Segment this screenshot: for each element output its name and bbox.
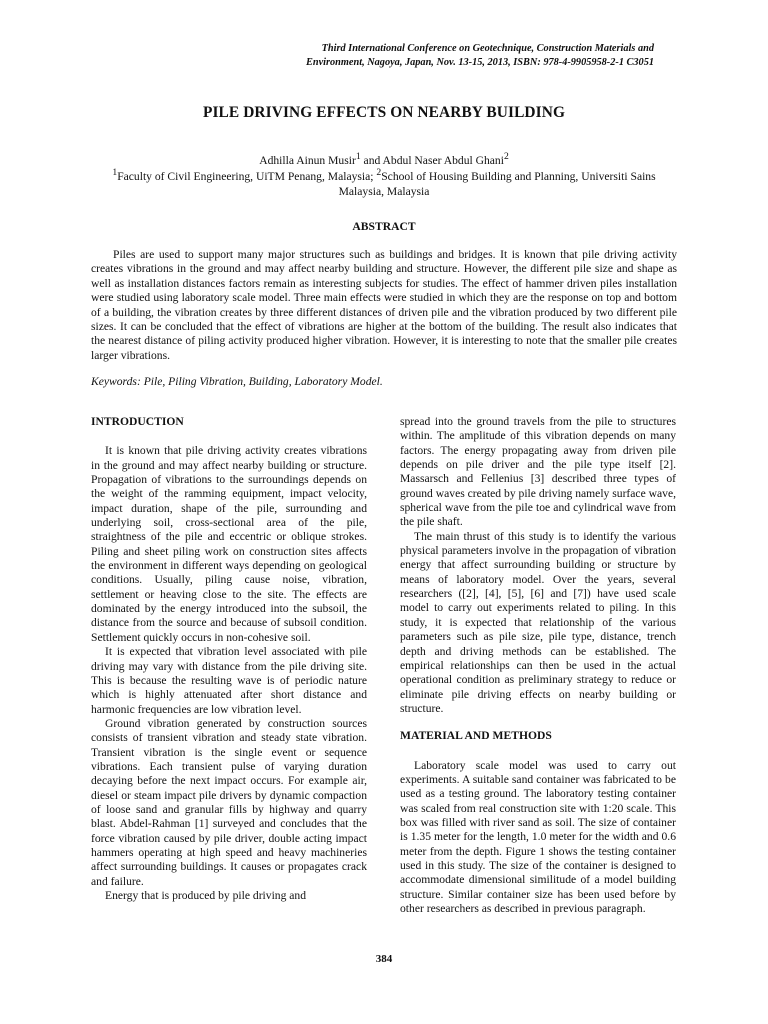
header-line-2: Environment, Nagoya, Japan, Nov. 13-15, 2013, ISBN: 978-4-9905958-2-1 C3051 — [306, 56, 654, 68]
intro-paragraph-2: It is expected that vibration level associated with pile driving may vary with distance from the pile driving site. This is because the resulting wave is of periodic nature which is highly attenuated after short distance and harmonic frequencies are low vibration level. — [91, 645, 367, 716]
abstract-heading: ABSTRACT — [352, 220, 416, 233]
header-line-1: Third International Conference on Geotechnique, Construction Materials and — [321, 43, 654, 54]
introduction-heading: INTRODUCTION — [91, 415, 184, 428]
intro-paragraph-5: The main thrust of this study is to identify the various physical parameters involve in the propagation of vibration energy that affect surrounding building or structure by means of laboratory model. Over the years, several researchers ([2], [4], [5], [6] and [7]) have used scale model to carry out experiments related to piling. In this study, it is expected that relationship of the various parameters such as pile size, pile type, distance, trench depth and driving methods can be established. The empirical relationships can then be used in the actual operational condition as preliminary strategy to reduce or eliminate pile driving effects on nearby building or structure. — [400, 529, 676, 715]
author-2: and Abdul Naser Abdul Ghani — [360, 153, 504, 167]
methods-paragraph-1: Laboratory scale model was used to carry out experiments. A suitable sand container was fabricated to be used as a testing ground. The laboratory testing container was scaled from real construction site with 1:20 scale. This box was filled with river sand as soil. The size of container is 1.35 meter for the length, 1.0 meter for the width and 0.6 meter from the depth. Figure 1 shows the testing container used in this study. The size of the container is designed to accommodate dimensional similitude of a model building structure. Similar container size has been used before by other researchers as described in previous paragraph. — [400, 758, 676, 915]
author-1-superscript: 1 — [355, 151, 361, 162]
intro-paragraph-1: It is known that pile driving activity creates vibrations in the ground and may affect nearby building or structure. Propagation of vibrations to the surroundings depends on the weight of the ramming equipment, impact velocity, impact duration, shape of the pile, surrounding and underlying soil, cross-sectional area of the pile, straightness of the pile and eccentric or oblique strokes. Piling and sheet piling work on construction sites affects the environment in different ways depending on geological conditions. Usually, piling cause noise, vibration, settlement or heaving close to the site. The effects are dominated by the energy introduced into the subsoil, the distance from the source and because of subsoil condition. Settlement quickly occurs in non-cohesive soil. — [91, 444, 367, 644]
paper-title: PILE DRIVING EFFECTS ON NEARBY BUILDING — [202, 104, 566, 121]
abstract-text: Piles are used to support many major structures such as buildings and bridges. It is known that pile driving activity creates vibrations in the ground and may affect nearby building and structure. However, the different pile size and shape as well as installation distances factors remain as interesting subjects for studies. The effect of hammer driven piles installation were studied using laboratory scale model. Three main effects were studied in which they are the response on top and bottom of a building, the vibration creates by three different distances of driven pile and the vibration produced by two different pile sizes. It can be concluded that the effect of vibrations are higher at the bottom of the building. The result also indicates that the nearest distance of piling activity produced higher vibration. However, it is interesting to note that the smaller pile creates larger vibrations. — [91, 248, 677, 362]
right-column — [400, 415, 676, 916]
left-column — [91, 415, 367, 903]
author-2-superscript: 2 — [503, 151, 509, 162]
intro-paragraph-4: Energy that is produced by pile driving and — [105, 889, 307, 902]
affiliation-1: Faculty of Civil Engineering, UiTM Penang, Malaysia; — [117, 169, 377, 183]
page-number: 384 — [375, 953, 393, 965]
affiliation-1-superscript: 1 — [112, 167, 118, 178]
intro-paragraph-4-continued: spread into the ground travels from the pile to structures within. The amplitude of this vibration depends on many factors. The energy propagating away from driven pile depends on pile driver and the pile type itself [2]. Massarsch and Fellenius [3] described three types of ground waves created by pile driving namely surface wave, spherical wave from the pile toe and cylindrical wave from the pile shaft. — [400, 415, 676, 529]
author-1: Adhilla Ainun Musir — [259, 153, 356, 167]
keywords: Keywords: Pile, Piling Vibration, Building, Laboratory Model. — [91, 375, 383, 388]
affiliations — [92, 165, 676, 200]
abstract-body — [91, 248, 677, 363]
intro-paragraph-3: Ground vibration generated by construction sources consists of transient vibration and steady state vibration. Transient vibration is the single event or sequence vibrations. Each transient pulse of varying duration decaying before the next impact occurs. For example air, diesel or steam impact pile drivers by dynamic compaction of loose sand and granular fills by highway and quarry blast. Abdel-Rahman [1] surveyed and concludes that the force vibration caused by pile driver, double acting impact hammers operating at high speed and heavy machineries affect surrounding buildings. It causes or propagates crack and failure. — [91, 716, 367, 888]
conference-header — [234, 42, 654, 70]
affiliation-2-superscript: 2 — [376, 167, 382, 178]
affiliation-2: School of Housing Building and Planning, Universiti Sains Malaysia, Malaysia — [338, 169, 656, 199]
methods-heading: MATERIAL AND METHODS — [400, 729, 552, 743]
